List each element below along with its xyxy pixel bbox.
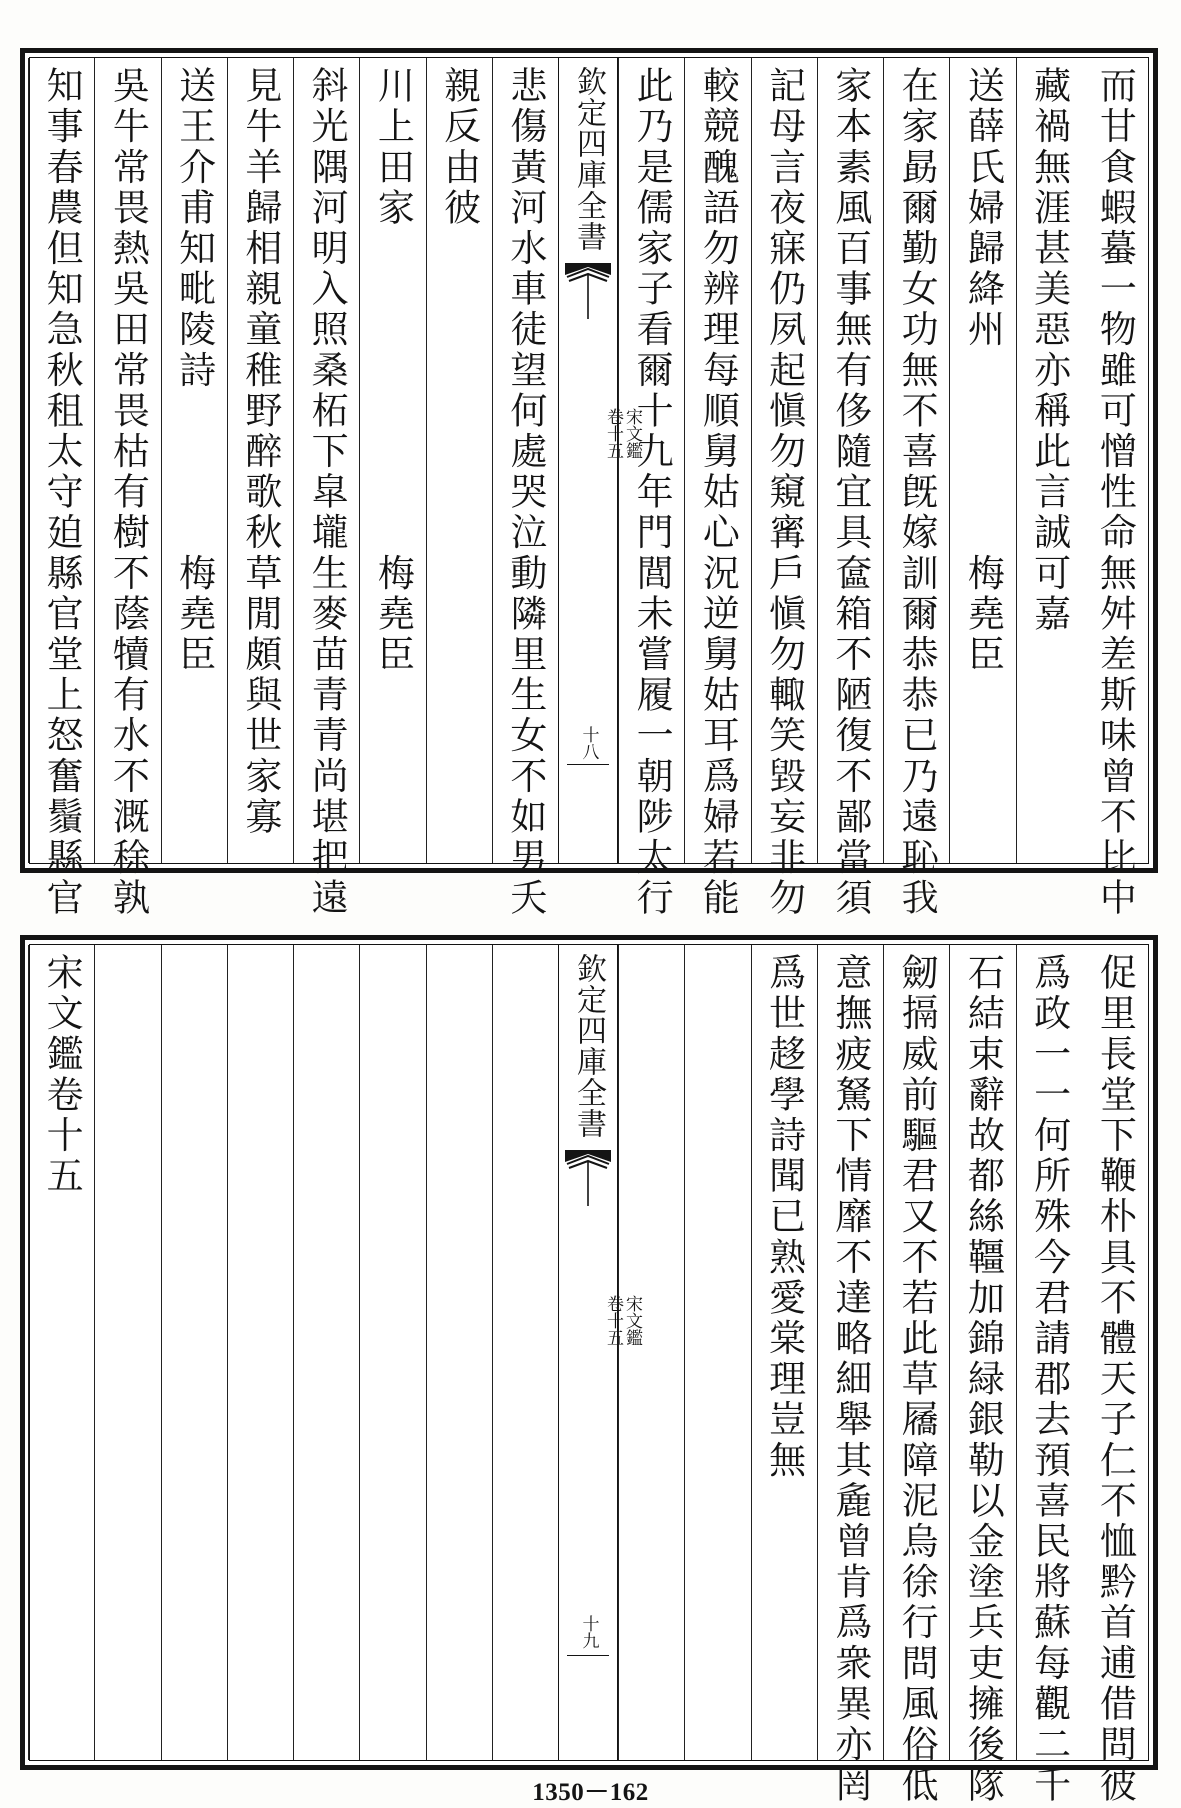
column-text: 爲政一一何所殊今君請郡去預喜民將蘇每觀二千	[1027, 953, 1071, 1806]
column-text: 爲世趍學詩聞已熟愛棠理豈無	[762, 953, 806, 1481]
column-text: 親反由彼	[437, 66, 481, 229]
fold-title: 欽定四庫全書	[571, 953, 606, 1139]
text-column	[426, 945, 492, 1760]
column-text: 吳牛常畏熱吳田常畏枯有樹不蔭犢有水不溉稌孰	[106, 66, 150, 919]
text-column	[1082, 945, 1148, 1806]
fold-title-column	[558, 58, 642, 863]
text-column	[618, 945, 684, 1760]
text-column	[751, 945, 817, 1760]
column-text: 意撫疲駑下情靡不達略細舉其麁曾肯爲衆異亦罔	[828, 953, 872, 1806]
text-column	[359, 58, 425, 863]
column-text: 送王介甫知毗陵詩 梅堯臣	[172, 66, 216, 675]
page-number: 十九	[578, 1615, 599, 1649]
column-text: 見牛羊歸相親童稚野醉歌秋草閒頗與世家寡	[238, 66, 282, 838]
column-text: 川上田家 梅堯臣	[371, 66, 415, 675]
text-column	[161, 945, 227, 1760]
column-text: 記母言夜寐仍夙起愼勿窺寗戶愼勿輙笑毀妄非勿	[762, 66, 806, 919]
text-column	[684, 945, 750, 1760]
fold-title: 欽定四庫全書	[571, 66, 606, 252]
text-column	[751, 58, 817, 919]
volume-juan: 卷十五	[603, 1295, 623, 1346]
text-column	[227, 945, 293, 1760]
column-text: 在家勗爾勤女功無不喜旣嫁訓爾恭恭已乃遠恥我	[895, 66, 939, 919]
text-column	[227, 58, 293, 863]
text-column	[359, 945, 425, 1760]
column-text: 家本素風百事無有侈隨宜具奩箱不陋復不鄙當須	[828, 66, 872, 919]
fishtail-ornament-icon	[565, 1150, 611, 1206]
text-column	[94, 58, 160, 919]
volume-book-title: 宋文鑑	[622, 408, 642, 459]
column-text: 藏禍無涯甚美惡亦稱此言誠可嘉	[1027, 66, 1071, 635]
text-column	[28, 945, 94, 1760]
page-1-inner-frame	[29, 57, 1149, 919]
footer-catalog-number: 1350－162	[532, 1779, 649, 1806]
text-column	[161, 58, 227, 863]
text-column	[492, 58, 558, 919]
text-column	[1016, 945, 1082, 1806]
page-number-rule	[567, 764, 609, 765]
column-text: 劒搹威前驅君又不若此草屩障泥烏徐行問風俗低	[895, 953, 939, 1806]
text-column	[618, 58, 684, 919]
text-column	[817, 58, 883, 919]
column-text: 知事春農但知急秋租太守廹縣官堂上怒奮鬚縣官	[40, 66, 84, 919]
text-column	[293, 58, 359, 919]
text-column	[949, 58, 1015, 863]
text-column	[492, 945, 558, 1760]
text-column	[94, 945, 160, 1760]
page-number-rule	[567, 1655, 609, 1656]
text-column	[883, 945, 949, 1806]
text-column	[817, 945, 883, 1806]
text-column	[28, 58, 94, 919]
column-text: 而甘食蝦蟇一物雖可憎性命無舛差斯味曾不比中	[1093, 66, 1137, 919]
column-text: 斜光隅河明入照桑柘下皐壠生麥苗青青尚堪把遠	[305, 66, 349, 919]
column-text: 送薛氏婦歸絳州 梅堯臣	[961, 66, 1005, 675]
page-1	[20, 48, 1158, 919]
text-column	[426, 58, 492, 863]
text-column	[1016, 58, 1082, 863]
column-text: 宋文鑑卷十五	[40, 953, 84, 1197]
text-column	[883, 58, 949, 919]
column-text: 石結束辭故都絲韁加錦緑銀勒以金塗兵吏擁後隊	[961, 953, 1005, 1806]
text-column	[1082, 58, 1148, 919]
volume-book-title: 宋文鑑	[622, 1295, 642, 1346]
column-text: 促里長堂下鞭朴具不體天子仁不恤黔首逋借問彼	[1093, 953, 1137, 1806]
volume-juan: 卷十五	[603, 408, 623, 459]
fold-title-column	[558, 945, 642, 1760]
page-number: 十八	[578, 726, 599, 760]
column-text: 悲傷黃河水車徒望何處哭泣動隣里生女不如男夭	[503, 66, 547, 919]
text-column	[293, 945, 359, 1760]
column-text: 較競醜語勿辨理每順舅姑心況逆舅姑耳爲婦若能	[696, 66, 740, 919]
fishtail-ornament-icon	[565, 263, 611, 319]
text-column	[684, 58, 750, 919]
text-column	[949, 945, 1015, 1806]
column-text: 此乃是儒家子看爾十九年門閭未嘗履一朝陟太行	[630, 66, 674, 919]
